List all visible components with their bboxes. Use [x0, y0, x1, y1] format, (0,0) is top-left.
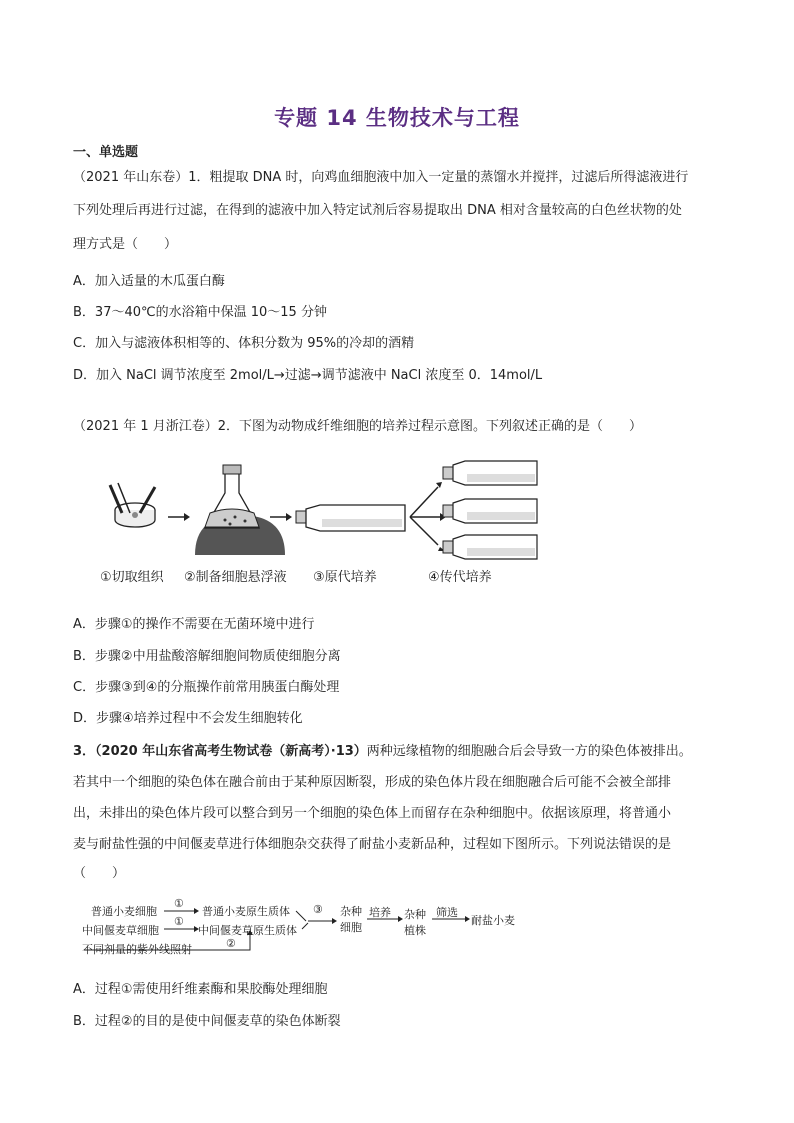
q1-stem-line2: 下列处理后再进行过滤，在得到的滤液中加入特定试剂后容易提取出 DNA 相对含量较高的白色丝状物的处 — [73, 203, 682, 218]
hybrid-plant-label-1: 杂种 — [404, 908, 426, 921]
salt-tolerant-wheat-label: 耐盐小麦 — [471, 914, 515, 927]
hybrid-cell-label-1: 杂种 — [340, 905, 362, 918]
section-heading: 一、单选题 — [73, 145, 139, 160]
step1-label-bottom: ① — [174, 915, 184, 928]
caption-step2: ②制备细胞悬浮液 — [184, 570, 287, 585]
q1-option-a: A．加入适量的木瓜蛋白酶 — [73, 274, 225, 289]
q3-source: 3．（2020 年山东省高考生物试卷（新高考）·13） — [73, 744, 367, 759]
q3-stem-line2: 若其中一个细胞的染色体在融合前由于某种原因断裂，形成的染色体片段在细胞融合后可能不会被全部排 — [73, 775, 672, 790]
hybrid-plant-label-2: 植株 — [404, 924, 426, 937]
wheat-protoplast-label: 普通小麦原生质体 — [202, 905, 290, 918]
caption-step4: ④传代培养 — [428, 570, 492, 585]
q2-option-d: D．步骤④培养过程中不会发生细胞转化 — [73, 711, 303, 726]
q1-stem-line1: （2021 年山东卷）1．粗提取 DNA 时，向鸡血细胞液中加入一定量的蒸馏水并搅拌，过滤后所得滤液进行 — [73, 170, 689, 185]
step2-label: ② — [226, 937, 236, 950]
caption-step1: ①切取组织 — [100, 570, 164, 585]
q1-stem-line3: 理方式是（ ） — [73, 237, 178, 252]
q3-stem-line1-text: 两种远缘植物的细胞融合后会导致一方的染色体被排出。 — [366, 744, 692, 759]
q3-stem-line5: （ ） — [73, 866, 126, 881]
q2-option-c: C．步骤③到④的分瓶操作前常用胰蛋白酶处理 — [73, 680, 340, 695]
q1-option-d: D．加入 NaCl 调节浓度至 2mol/L→过滤→调节滤液中 NaCl 浓度至 0．14mol/L — [73, 368, 543, 383]
flask-stirrer-icon — [195, 465, 285, 555]
subculture-flask-icon-2 — [443, 499, 537, 523]
culture-label: 培养 — [369, 906, 391, 919]
subculture-flask-icon-3 — [443, 535, 537, 559]
hybrid-cell-label-2: 细胞 — [340, 921, 362, 934]
q3-stem-line1 — [73, 740, 692, 759]
cell-culture-figure — [100, 455, 540, 560]
q3-option-a: A．过程①需使用纤维素酶和果胶酶处理细胞 — [73, 982, 328, 997]
tissue-dish-icon — [110, 483, 155, 527]
q3-stem-line3: 出，未排出的染色体片段可以整合到另一个细胞的染色体上而留存在杂种细胞中。依据该原理，将普通小 — [73, 806, 672, 821]
q2-option-a: A．步骤①的操作不需要在无菌环境中进行 — [73, 617, 315, 632]
caption-step3: ③原代培养 — [313, 570, 377, 585]
q2-stem: （2021 年 1 月浙江卷）2．下图为动物成纤维细胞的培养过程示意图。下列叙述正确的是（ ） — [73, 419, 643, 434]
q1-option-c: C．加入与滤液体积相等的、体积分数为 95%的冷却的酒精 — [73, 336, 415, 351]
q3-stem-line4: 麦与耐盐性强的中间偃麦草进行体细胞杂交获得了耐盐小麦新品种，过程如下图所示。下列说法错误的是 — [73, 837, 672, 852]
q3-option-b: B．过程②的目的是使中间偃麦草的染色体断裂 — [73, 1014, 341, 1029]
step1-label-top: ① — [174, 897, 184, 910]
wheat-cell-label: 普通小麦细胞 — [91, 905, 157, 918]
grass-protoplast-label: 中间偃麦草原生质体 — [198, 924, 297, 937]
subculture-flask-icon-1 — [443, 461, 537, 485]
step3-label: ③ — [313, 903, 323, 916]
grass-cell-label: 中间偃麦草细胞 — [82, 924, 159, 937]
page-title: 专题 14 生物技术与工程 — [274, 106, 520, 130]
uv-label: 不同剂量的紫外线照射 — [82, 943, 192, 956]
primary-culture-flask-icon — [296, 505, 405, 531]
screen-label: 筛选 — [436, 906, 458, 919]
q2-option-b: B．步骤②中用盐酸溶解细胞间物质使细胞分离 — [73, 649, 341, 664]
q1-option-b: B．37～40℃的水浴箱中保温 10～15 分钟 — [73, 305, 327, 320]
